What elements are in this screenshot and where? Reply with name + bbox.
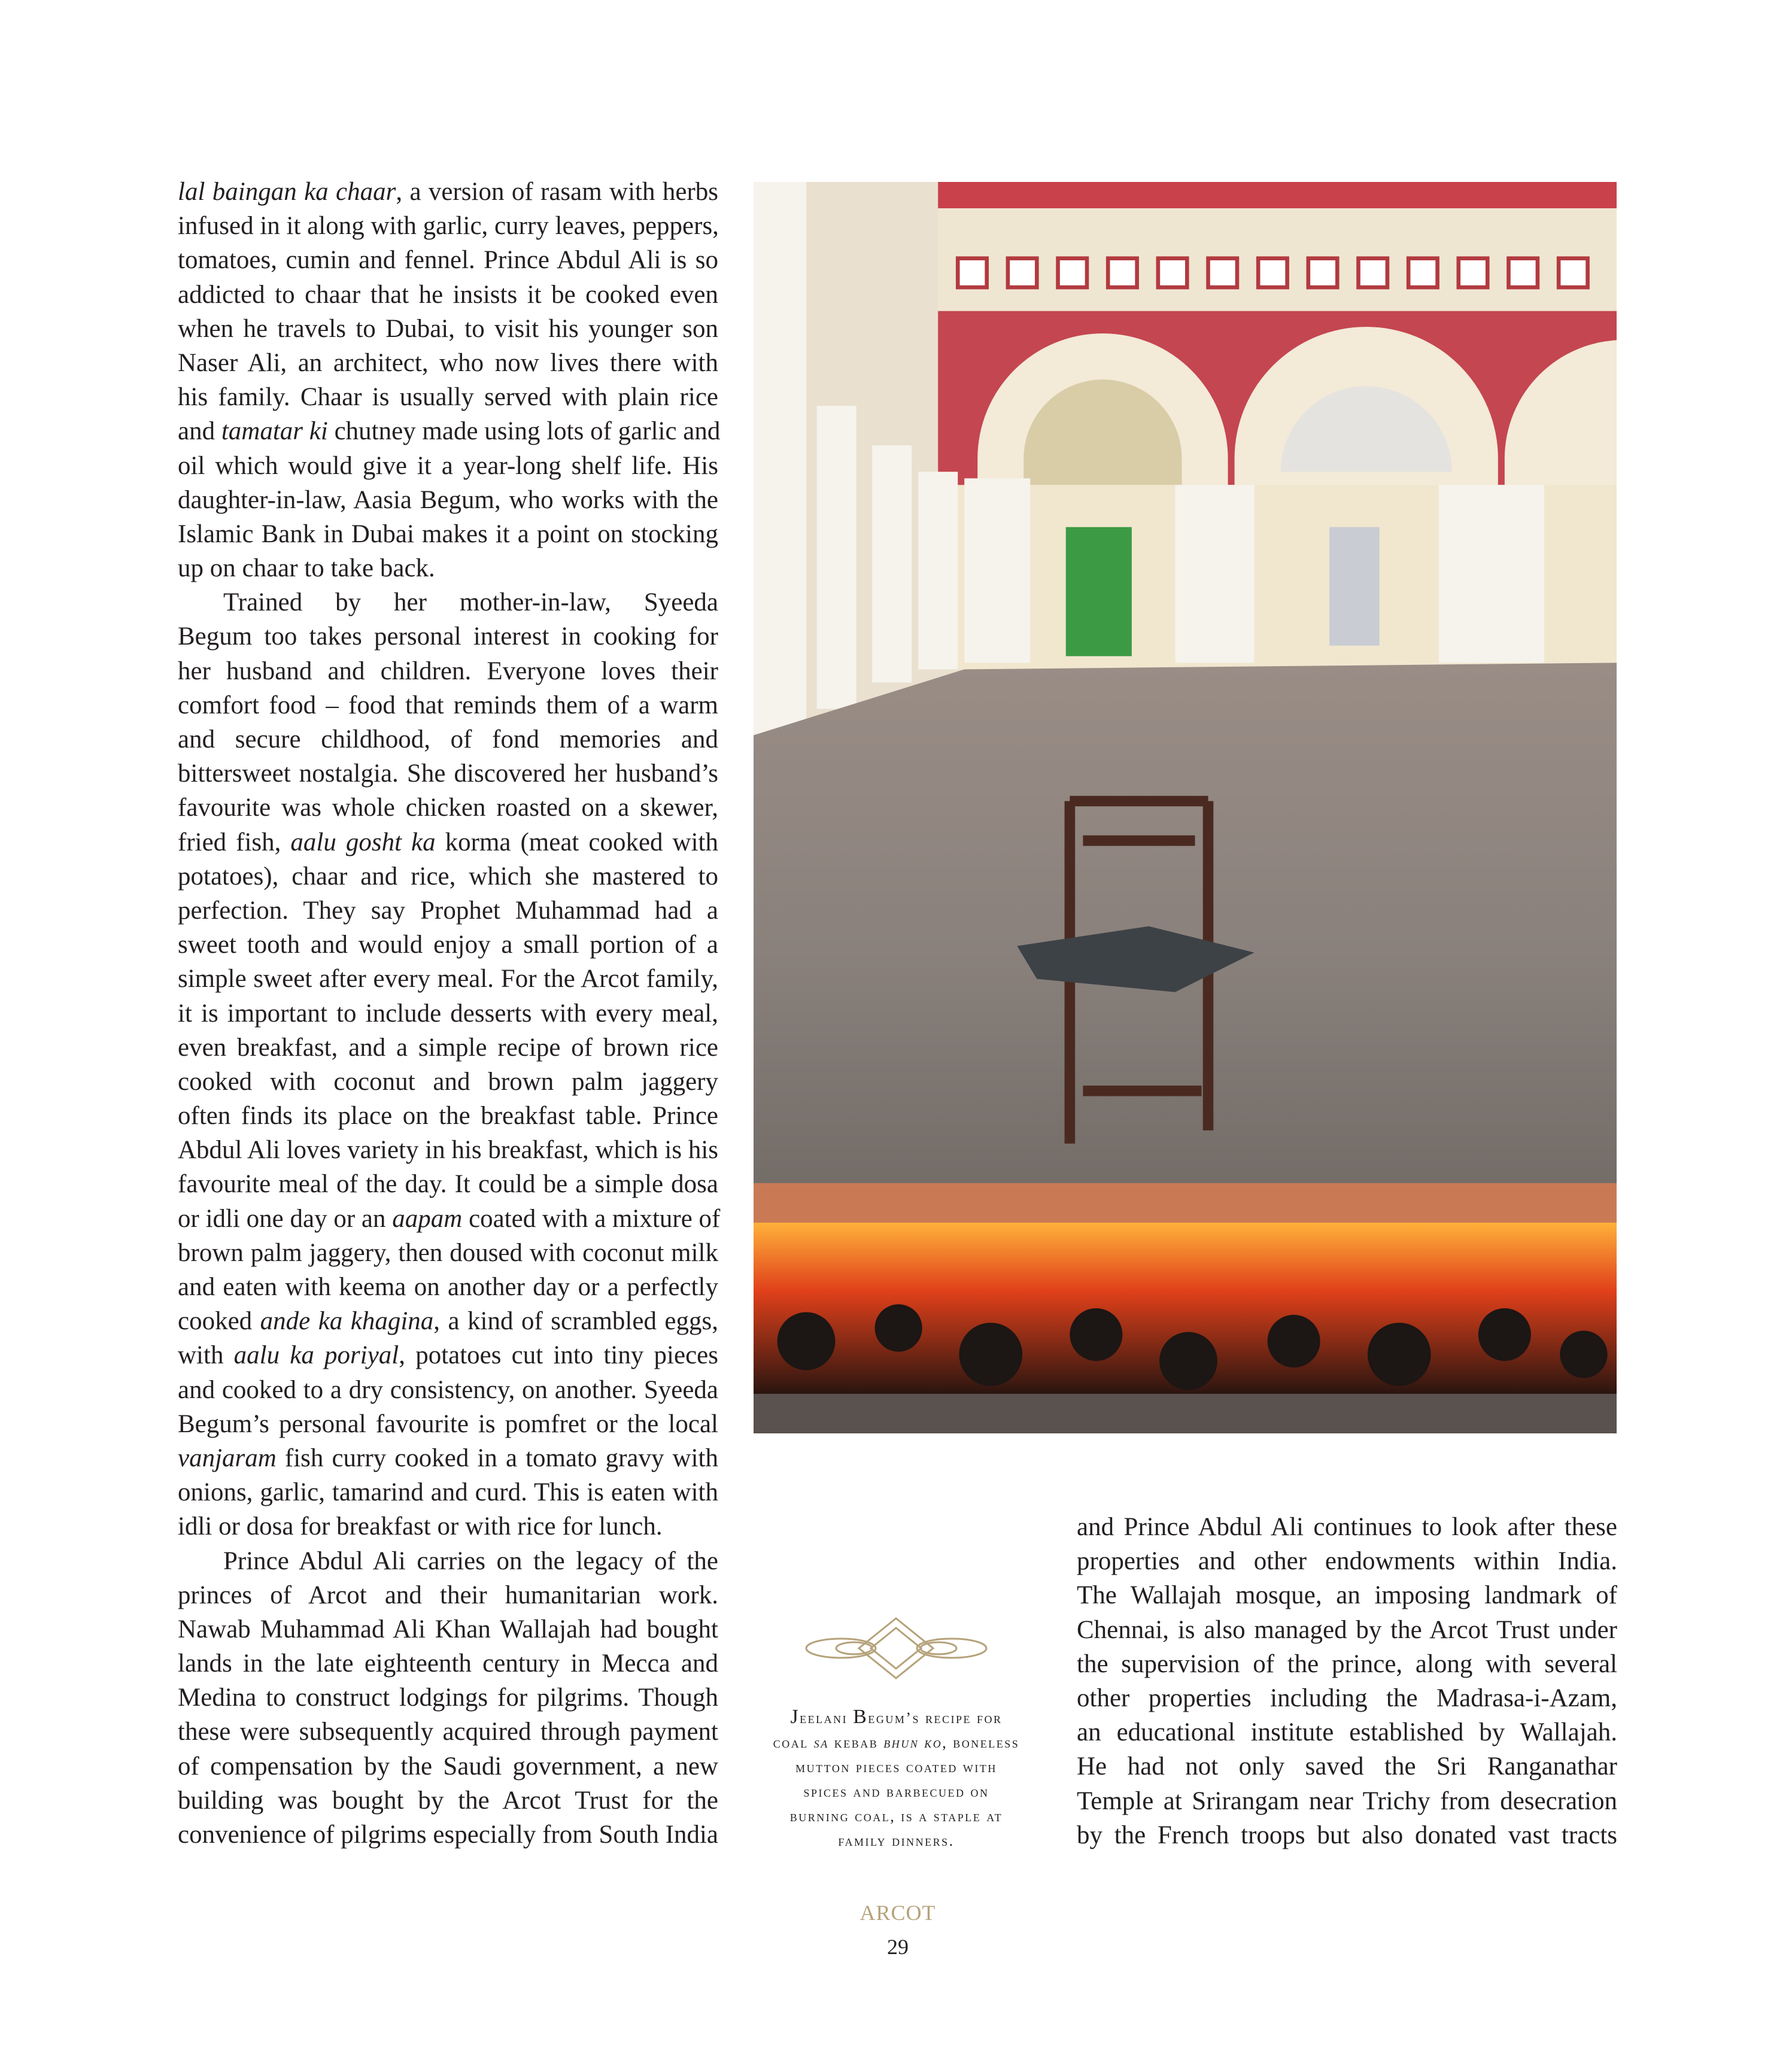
caption-line: spices and barbecued on [803,1783,989,1800]
text-line: infused in it along with garlic, curry leaves, peppers, [178,212,719,241]
text-line: lands in the late eighteenth century in Mecca and [178,1649,718,1678]
paragraph [178,1544,718,1852]
text-run: and [178,417,221,446]
text-line: Chennai, is also managed by the Arcot Trust under [1077,1615,1617,1644]
italic-term: bhun ko [883,1734,943,1751]
text-run: B [853,1706,868,1728]
text-line: oil which would give it a year-long shelf life. His [178,451,718,480]
text-run: korma (meat cooked with [435,828,718,856]
text-line: and cooked to a dry consistency, on another. Syeeda [178,1375,718,1404]
courtyard-kebab-photo [754,182,1617,1433]
text-line: Islamic Bank in Dubai makes it a point on stocking [178,519,718,548]
text-line: potatoes), chaar and rice, which she mastered to [178,862,718,891]
text-run: coal [773,1734,814,1751]
text-line: favourite was whole chicken roasted on a skewer, [178,794,718,822]
text-run: fish curry cooked in a tomato gravy with [276,1444,718,1472]
text-line: properties and other endowments within India. [1077,1547,1617,1576]
text-line: Nawab Muhammad Ali Khan Wallajah had bought [178,1615,718,1643]
text-line: The Wallajah mosque, an imposing landmark of [1077,1581,1617,1610]
text-line: Temple at Srirangam near Trichy from desecration [1077,1786,1617,1815]
text-line: bittersweet nostalgia. She discovered her husband’s [178,759,718,788]
text-run: , a kind of scrambled eggs, [433,1307,718,1336]
text-run: , a version of rasam with herbs [396,178,719,206]
text-run: coated with a mixture of [462,1204,721,1233]
italic-term: aapam [392,1204,463,1233]
text-line: Abdul Ali loves variety in his breakfast, which is his [178,1136,718,1165]
text-line [178,1202,721,1236]
text-line [178,1441,718,1475]
text-line [178,414,721,448]
caption-line: mutton pieces coated with [795,1758,997,1776]
paragraph [178,175,721,585]
text-line: onions, garlic, tamarind and curd. This is eaten with [178,1478,718,1507]
text-line: brown palm jaggery, then doused with coconut milk [178,1238,718,1267]
caption-line [751,1730,1041,1755]
text-line: by the French troops but also donated vast tracts [1077,1821,1617,1849]
running-footer-title: ARCOT [859,1901,936,1925]
text-line: building was bought by the Arcot Trust for the [178,1786,718,1815]
text-run: eelani [800,1709,854,1727]
text-line: up on chaar to take back. [178,554,435,583]
gold-ornament [805,1616,988,1681]
text-run: kebab [828,1734,884,1751]
text-line [178,1338,718,1372]
text-line: tomatoes, cumin and fennel. Prince Abdul Ali is so [178,246,718,275]
text-run: J [790,1706,800,1728]
text-run: with [178,1341,234,1370]
text-line: often finds its place on the breakfast table. Prince [178,1102,718,1131]
caption-line: burning coal, is a staple at [789,1807,1003,1825]
text-line: other properties including the Madrasa-i-Azam, [1077,1684,1617,1712]
italic-term: aalu gosht ka [290,828,436,856]
paragraph [178,585,721,1544]
text-line: Naser Ali, an architect, who now lives there with [178,348,718,377]
text-line: Begum too takes personal interest in cooking for [178,622,718,651]
text-line: daughter-in-law, Aasia Begum, who works with the [178,485,718,514]
text-line: simple sweet after every meal. For the Arcot family, [178,965,718,993]
italic-term: ande ka khagina [260,1307,434,1336]
text-line: and eaten with keema on another day or a perfectly [178,1273,718,1301]
text-line: when he travels to Dubai, to visit his younger son [178,314,718,343]
caption-line: family dinners. [838,1832,955,1849]
text-line: Begum’s personal favourite is pomfret or the local [178,1409,718,1438]
text-line [178,1304,718,1338]
text-line: perfection. They say Prophet Muhammad had a [178,896,718,925]
text-line: the supervision of the prince, along with several [1077,1649,1617,1678]
italic-term: aalu ka poriyal [233,1341,399,1370]
photo-caption [751,1705,1041,1853]
text-line: He had not only saved the Sri Ranganathar [1077,1752,1617,1781]
text-line: even breakfast, and a simple recipe of brown rice [178,1033,718,1062]
text-line: cooked with coconut and brown palm jaggery [178,1067,718,1096]
text-line: comfort food – food that reminds them of a warm [178,691,718,719]
text-line: addicted to chaar that he insists it be cooked even [178,280,718,309]
text-run: , potatoes cut into tiny pieces [399,1341,718,1370]
text-line: Medina to construct lodgings for pilgrims. Though [178,1684,718,1712]
text-line: these were subsequently acquired through payment [178,1718,718,1746]
right-text-column [1077,1510,1617,1852]
text-run: or idli one day or an [178,1204,393,1233]
text-line: and secure childhood, of fond memories and [178,725,718,754]
paragraph [1077,1510,1617,1852]
text-line: her husband and children. Everyone loves their [178,657,718,685]
text-line [178,825,718,859]
text-line: Prince Abdul Ali carries on the legacy of the [223,1547,718,1575]
left-text-column [178,175,721,1852]
text-line: favourite meal of the day. It could be a simple dosa [178,1170,718,1199]
italic-term: sa [813,1734,829,1751]
text-run: cooked [178,1307,260,1336]
text-line: convenience of pilgrims especially from South India [178,1821,718,1849]
text-line: princes of Arcot and their humanitarian work. [178,1581,718,1609]
page-number: 29 [887,1935,909,1959]
italic-term: tamatar ki [221,417,328,446]
text-line: idli or dosa for breakfast or with rice for lunch. [178,1512,663,1541]
text-line: it is important to include desserts with every meal, [178,999,718,1028]
text-line: an educational institute established by Wallajah. [1077,1718,1617,1747]
text-line: his family. Chaar is usually served with plain rice [178,383,718,412]
text-run: fried fish, [178,828,291,856]
text-line [178,175,718,209]
italic-term: vanjaram [178,1444,277,1472]
text-line: and Prince Abdul Ali continues to look after these [1077,1513,1617,1541]
italic-term: lal baingan ka chaar [178,178,396,206]
text-line: sweet tooth and would enjoy a small portion of a [178,931,718,959]
text-line: Trained by her mother-in-law, Syeeda [223,588,718,617]
text-line: of compensation by the Saudi government, a new [178,1752,718,1781]
text-run: egum’s recipe for [868,1709,1003,1727]
text-run: , boneless [942,1734,1020,1751]
text-run: chutney made using lots of garlic and [327,417,721,446]
caption-line [751,1705,1041,1730]
